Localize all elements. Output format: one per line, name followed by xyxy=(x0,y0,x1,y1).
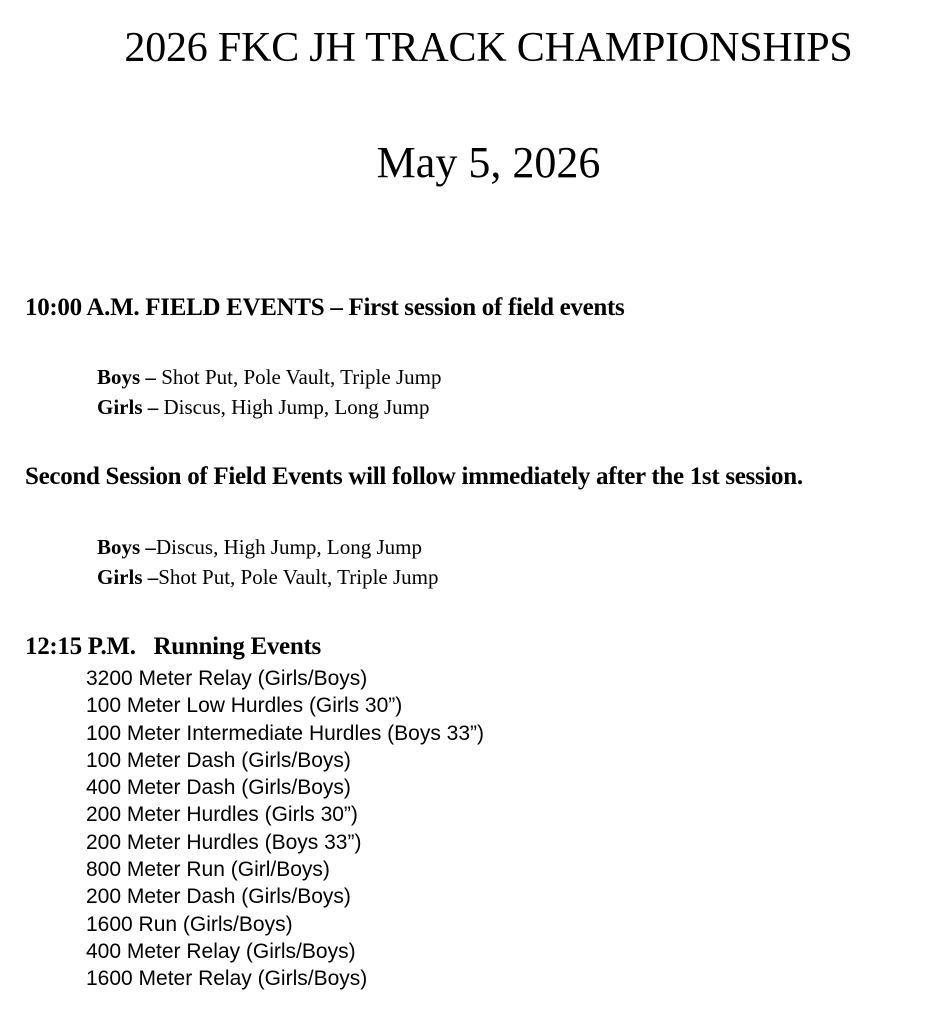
session2-girls-line xyxy=(97,567,439,588)
session1-boys-label: Boys – xyxy=(97,365,156,389)
session2-boys-label: Boys – xyxy=(97,535,156,559)
running-event-item: 3200 Meter Relay (Girls/Boys) xyxy=(86,667,368,690)
running-events-heading: 12:15 P.M. Running Events xyxy=(25,633,321,660)
running-events-list xyxy=(86,665,484,993)
running-event-item: 100 Meter Intermediate Hurdles (Boys 33”) xyxy=(86,721,485,745)
running-event-item: 800 Meter Run (Girl/Boys) xyxy=(86,858,330,882)
session2-boys-line xyxy=(97,537,422,558)
session1-girls-events: Discus, High Jump, Long Jump xyxy=(158,395,430,419)
running-event-item: 1600 Meter Relay (Girls/Boys) xyxy=(86,967,368,991)
session1-boys-events: Shot Put, Pole Vault, Triple Jump xyxy=(155,365,442,389)
session2-heading: Second Session of Field Events will follow immediately after the 1st session. xyxy=(25,463,803,490)
event-date: May 5, 2026 xyxy=(376,138,601,187)
session2-boys-events: Discus, High Jump, Long Jump xyxy=(155,535,422,559)
session1-girls-label: Girls – xyxy=(97,395,159,419)
session2-girls-events: Shot Put, Pole Vault, Triple Jump xyxy=(158,565,439,589)
running-event-item: 1600 Run (Girls/Boys) xyxy=(86,912,293,936)
running-event-item: 100 Meter Low Hurdles (Girls 30”) xyxy=(86,694,403,718)
document-title: 2026 FKC JH TRACK CHAMPIONSHIPS xyxy=(124,25,853,71)
running-event-item: 200 Meter Hurdles (Girls 30”) xyxy=(86,803,358,827)
running-event-item: 200 Meter Hurdles (Boys 33”) xyxy=(86,830,362,854)
running-event-item: 100 Meter Dash (Girls/Boys) xyxy=(86,748,351,772)
session1-boys-line xyxy=(97,367,441,388)
running-event-item: 400 Meter Dash (Girls/Boys) xyxy=(86,776,351,800)
session1-heading: 10:00 A.M. FIELD EVENTS – First session of field events xyxy=(25,294,625,321)
session2-girls-label: Girls – xyxy=(97,565,159,589)
running-event-item: 200 Meter Dash (Girls/Boys) xyxy=(86,885,351,909)
running-event-item: 400 Meter Relay (Girls/Boys) xyxy=(86,939,356,963)
session1-girls-line xyxy=(97,397,430,418)
